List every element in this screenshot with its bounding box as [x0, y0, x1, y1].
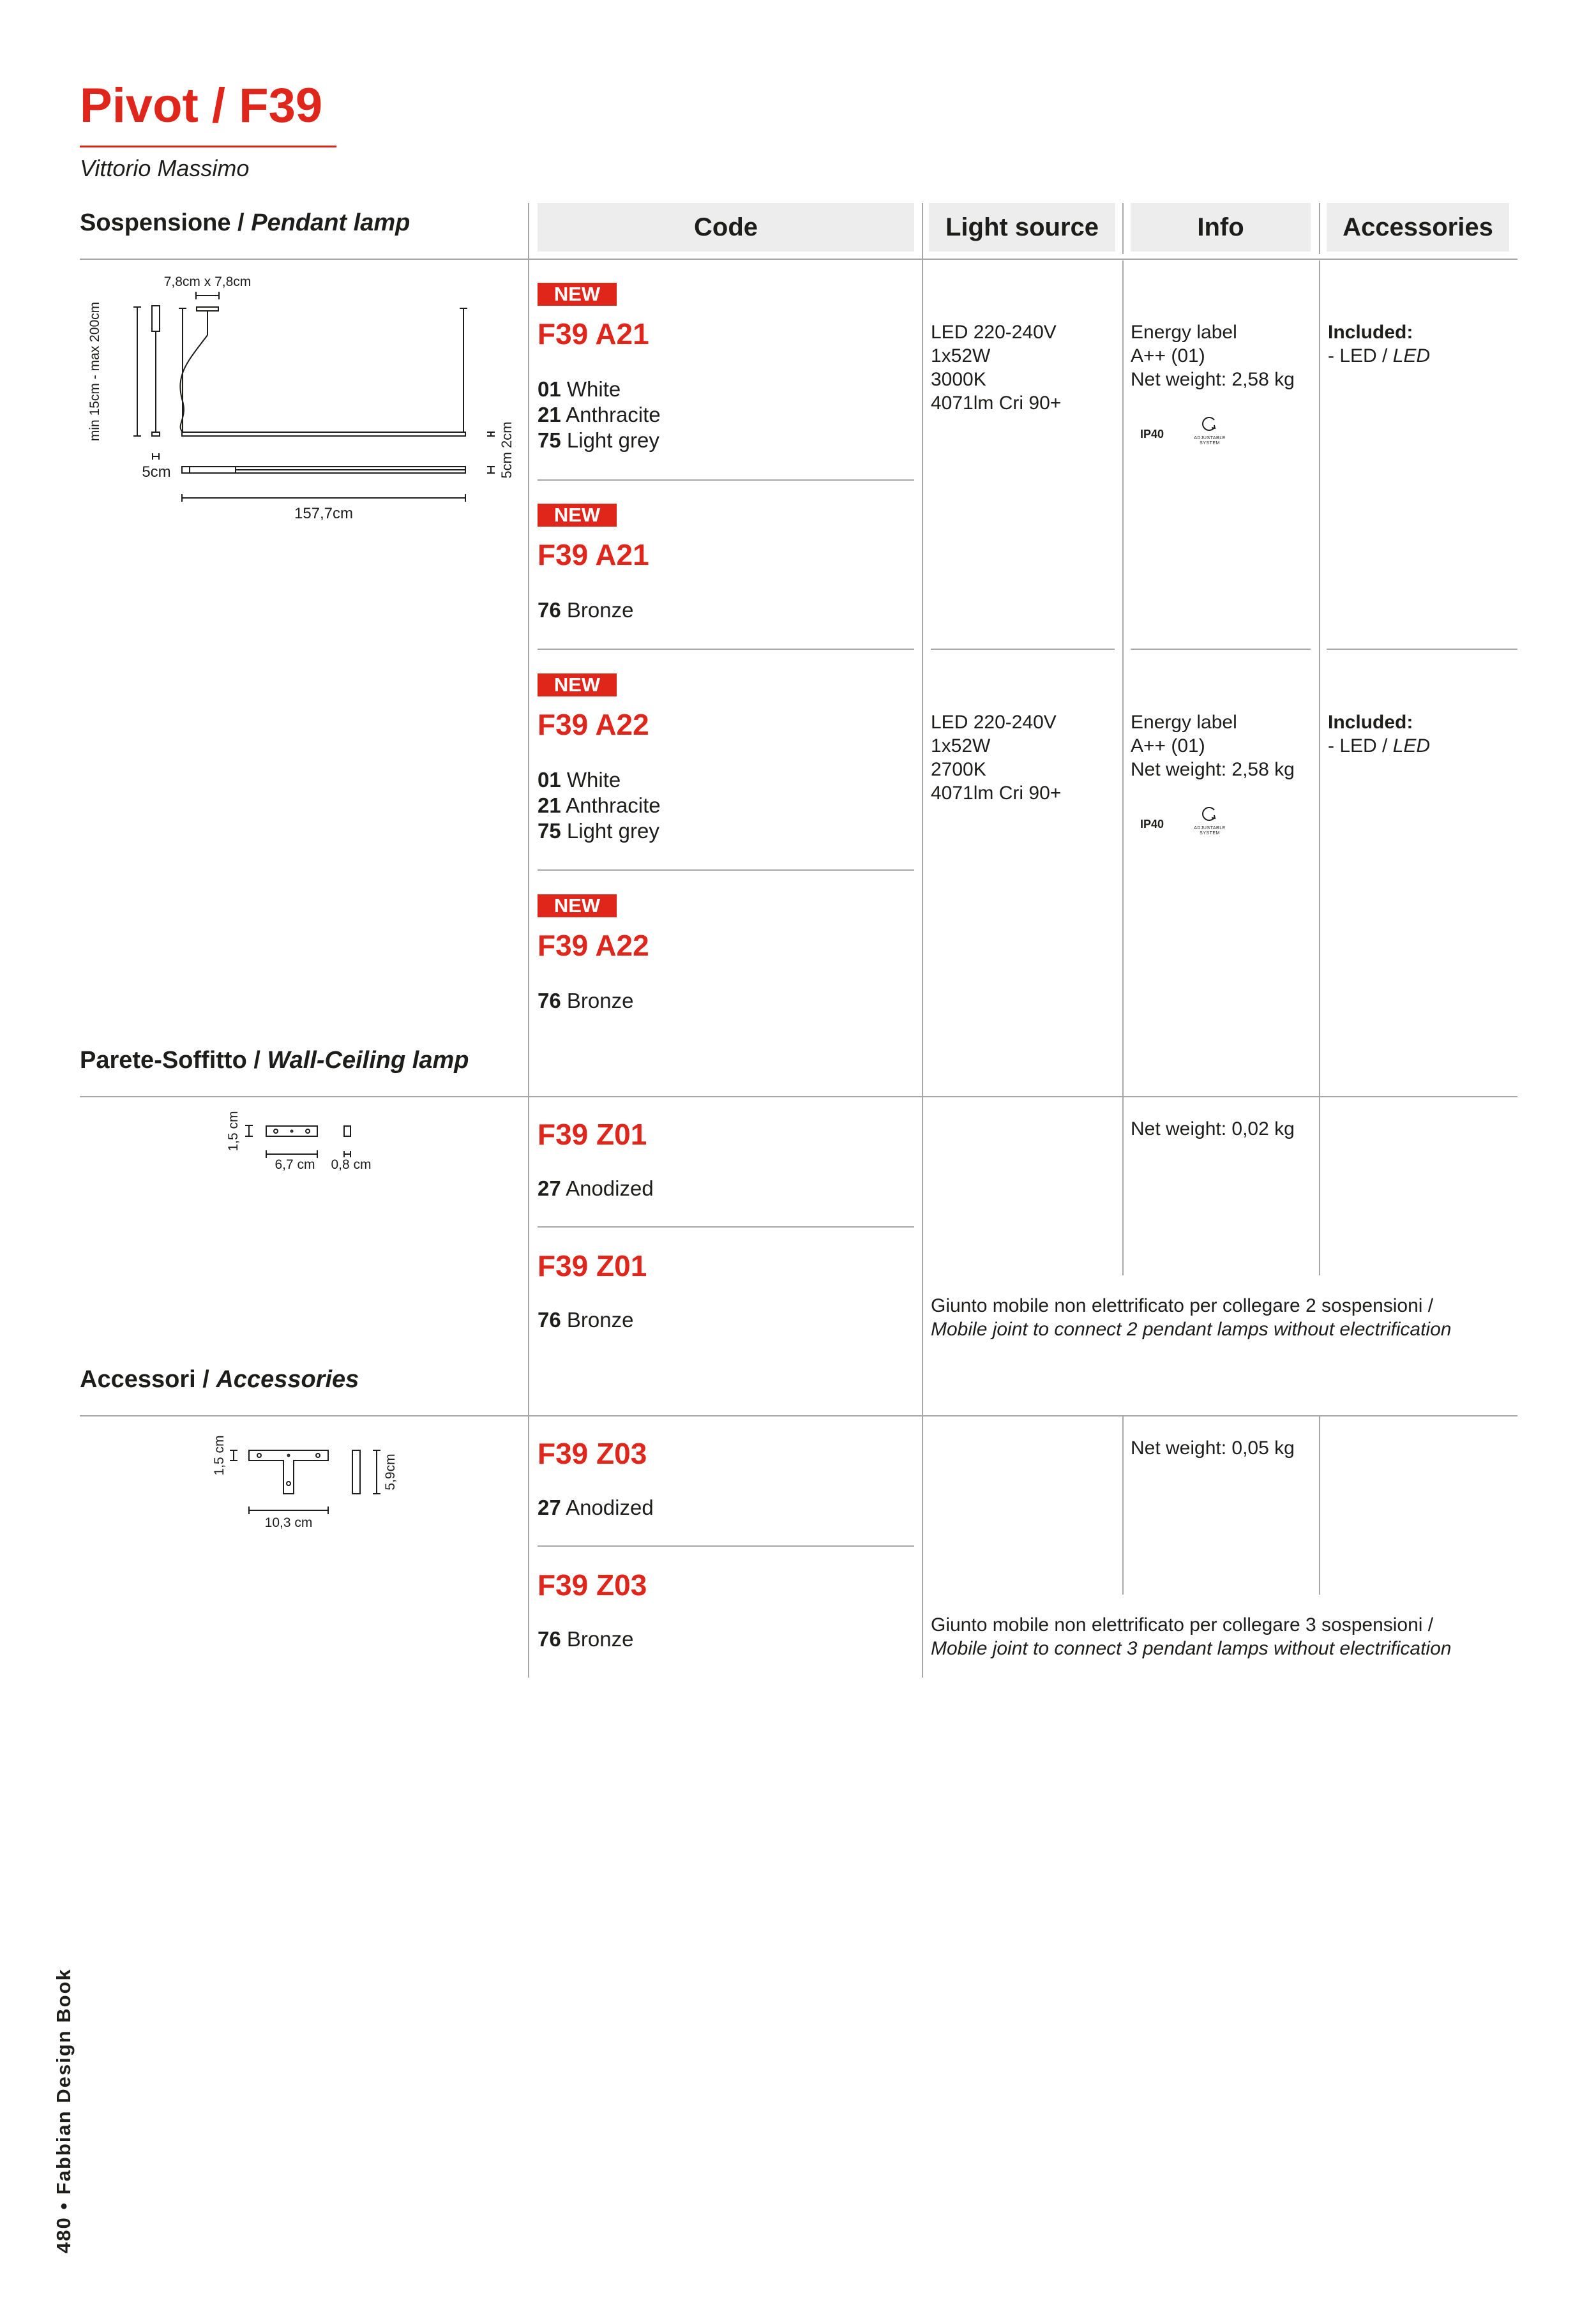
table-rule-top: [80, 259, 1517, 260]
dim-z01-depth: 0,8 cm: [331, 1157, 372, 1172]
light-source-a21: LED 220-240V 1x52W 3000K 4071lm Cri 90+: [931, 322, 1062, 414]
table-rule-accessories: [80, 1415, 1517, 1416]
product-code: F39 A22: [538, 929, 649, 962]
accessories-a22: Included: - LED / LED: [1328, 712, 1431, 756]
info-z01-weight: Net weight: 0,02 kg: [1131, 1118, 1295, 1139]
info-a22: Energy label A++ (01) Net weight: 2,58 kg: [1131, 712, 1295, 780]
finish-item: 27 Anodized: [538, 1496, 654, 1519]
product-code: F39 Z03: [538, 1437, 647, 1470]
dim-width: 5cm: [142, 463, 171, 481]
section-pendant-it: Sospensione /: [80, 209, 245, 236]
new-badge: NEW: [538, 504, 617, 527]
finish-item: 76 Bronze: [538, 598, 634, 622]
dim-height-range: min 15cm - max 200cm: [87, 301, 102, 442]
finish-list: [538, 1627, 633, 1652]
row-rule: [1327, 649, 1517, 650]
pendant-lamp-drawing: [80, 265, 527, 533]
dim-body: 5cm 2cm: [499, 421, 515, 479]
new-badge: NEW: [538, 283, 617, 306]
light-source-a22: LED 220-240V 1x52W 2700K 4071lm Cri 90+: [931, 712, 1062, 804]
row-rule: [931, 649, 1115, 650]
product-code: F39 A21: [538, 317, 649, 350]
new-badge: NEW: [538, 894, 617, 917]
column-divider-info-z01: [1122, 1097, 1124, 1275]
column-divider-info-z03: [1122, 1416, 1124, 1595]
page-footer: [52, 1968, 75, 2253]
product-code: F39 Z01: [538, 1118, 647, 1151]
column-header-light-source: Light source: [929, 203, 1115, 252]
table-rule-wall: [80, 1096, 1517, 1097]
finish-item: 75 Light grey: [538, 428, 659, 452]
finish-list: [538, 1495, 654, 1521]
adjustable-icon: [1200, 415, 1218, 433]
joint-description-z03: Giunto mobile non elettrificato per collegare 3 sospensioni / Mobile joint to connect 3 pendant lamps without electrification: [931, 1614, 1452, 1659]
finish-list: [538, 597, 633, 623]
section-accessories-en: Accessories: [216, 1366, 359, 1393]
new-badge: NEW: [538, 673, 617, 696]
finish-item: 76 Bronze: [538, 989, 634, 1012]
dim-length: 157,7cm: [294, 505, 354, 522]
row-rule: [538, 869, 914, 871]
page-number: 480: [52, 2216, 75, 2253]
product-code: F39 A22: [538, 708, 649, 741]
finish-item: 01 White: [538, 768, 621, 792]
ip-rating: IP40: [1140, 818, 1164, 830]
product-code: F39 A21: [538, 538, 649, 571]
section-wall-it: Parete-Soffitto /: [80, 1047, 260, 1074]
section-pendant-en: Pendant lamp: [251, 209, 410, 236]
product-code: F39 Z03: [538, 1568, 647, 1602]
ip-rating: IP40: [1140, 428, 1164, 440]
column-divider-code: [528, 203, 529, 1678]
info-z03-weight: Net weight: 0,05 kg: [1131, 1438, 1295, 1459]
joint-description-z01: Giunto mobile non elettrificato per collegare 2 sospensioni / Mobile joint to connect 2 pendant lamps without electrification: [931, 1295, 1452, 1340]
finish-item: 21 Anthracite: [538, 793, 661, 817]
section-wall-en: Wall-Ceiling lamp: [267, 1047, 469, 1074]
row-rule: [538, 649, 914, 650]
finish-list: [538, 767, 661, 844]
product-code: F39 Z01: [538, 1249, 647, 1282]
column-header-info: Info: [1131, 203, 1311, 252]
adjustable-label: ADJUSTABLE SYSTEM: [1194, 436, 1226, 446]
finish-list: [538, 377, 661, 453]
column-divider-info-head: [1122, 203, 1124, 254]
column-divider-acc-z03: [1319, 1416, 1320, 1595]
adjustable-icon: [1200, 805, 1218, 823]
finish-list: [538, 988, 633, 1014]
finish-list: [538, 1176, 654, 1201]
section-accessories-it: Accessori /: [80, 1366, 209, 1393]
section-wall-heading: [80, 1047, 469, 1074]
column-header-accessories: Accessories: [1327, 203, 1509, 252]
row-rule: [1131, 649, 1311, 650]
row-rule: [538, 1545, 914, 1547]
dim-z01-height: 1,5 cm: [226, 1111, 241, 1152]
dim-z03-height: 1,5 cm: [212, 1435, 227, 1476]
section-pendant-heading: [80, 209, 410, 237]
column-header-code: Code: [538, 203, 914, 252]
finish-item: 27 Anodized: [538, 1176, 654, 1200]
finish-list: [538, 1307, 633, 1333]
column-divider-info: [1122, 260, 1124, 1097]
column-divider-light: [922, 203, 923, 1678]
column-divider-acc: [1319, 260, 1320, 1097]
info-a21: Energy label A++ (01) Net weight: 2,58 kg: [1131, 322, 1295, 390]
book-title: Fabbian Design Book: [52, 1968, 75, 2195]
finish-item: 76 Bronze: [538, 1627, 634, 1651]
dim-z03-depth: 5,9cm: [383, 1454, 398, 1491]
finish-item: 21 Anthracite: [538, 403, 661, 426]
z03-drawing: [211, 1430, 415, 1538]
z01-drawing: [217, 1104, 396, 1181]
column-divider-acc-z01: [1319, 1097, 1320, 1275]
finish-item: 76 Bronze: [538, 1308, 634, 1332]
page-title: Pivot / F39: [80, 79, 323, 133]
designer-name: Vittorio Massimo: [80, 155, 250, 181]
footer-bullet: •: [52, 2201, 75, 2210]
title-underline: [80, 146, 336, 147]
row-rule: [538, 479, 914, 481]
finish-item: 01 White: [538, 377, 621, 401]
dim-z03-width: 10,3 cm: [264, 1515, 313, 1530]
adjustable-label: ADJUSTABLE SYSTEM: [1194, 826, 1226, 836]
finish-item: 75 Light grey: [538, 819, 659, 843]
dim-z01-width: 6,7 cm: [275, 1157, 315, 1172]
row-rule: [538, 1226, 914, 1228]
section-accessories-heading: [80, 1366, 359, 1394]
accessories-a21: Included: - LED / LED: [1328, 322, 1431, 366]
dim-canopy: 7,8cm x 7,8cm: [163, 274, 252, 289]
column-divider-acc-head: [1319, 203, 1320, 254]
